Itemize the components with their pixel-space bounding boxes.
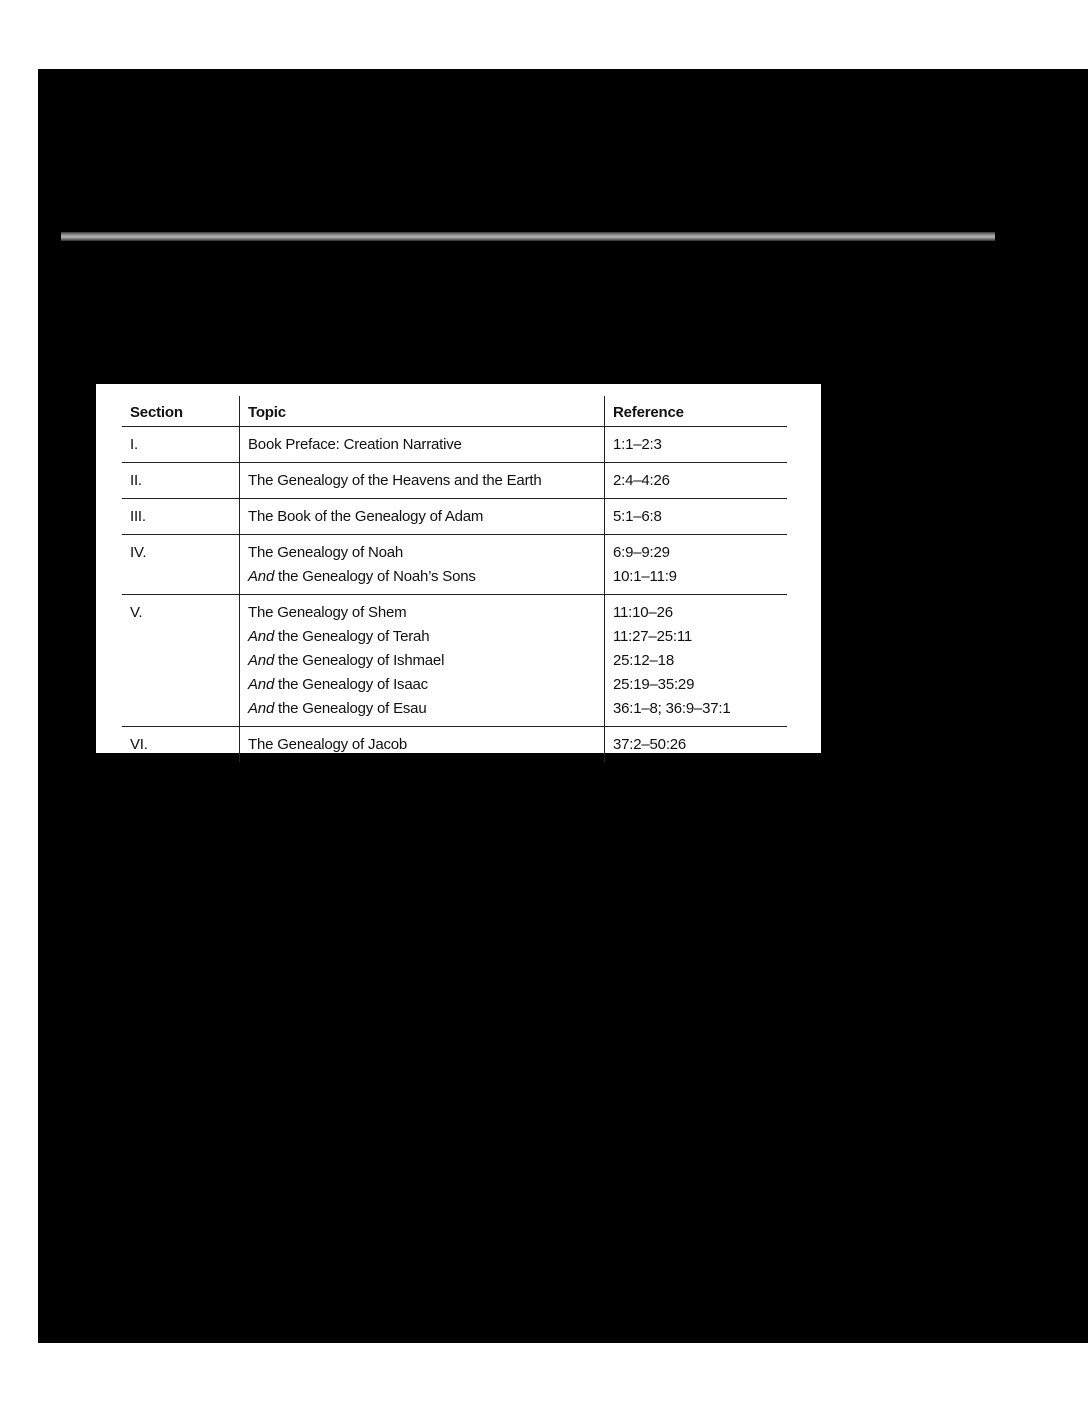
topic-prefix: And: [248, 700, 275, 717]
topic-line: [248, 697, 596, 721]
topic-line: [248, 733, 596, 757]
topic-text: the Genealogy of Noah’s Sons: [274, 568, 476, 585]
section-cell: V.: [122, 595, 240, 727]
topic-line: [248, 625, 596, 649]
header-reference: Reference: [605, 396, 788, 427]
topic-line: [248, 433, 596, 457]
table-row: [122, 727, 787, 763]
topic-text: The Genealogy of Jacob: [248, 736, 408, 753]
table-row: [122, 595, 787, 727]
topic-line: [248, 541, 596, 565]
section-cell: IV.: [122, 535, 240, 595]
horizontal-divider: [61, 232, 995, 241]
reference-text: 11:27–25:11: [613, 628, 692, 645]
table-row: [122, 463, 787, 499]
topic-cell: [240, 463, 605, 499]
reference-cell: [605, 535, 788, 595]
topic-cell: [240, 727, 605, 763]
topic-line: [248, 601, 596, 625]
topic-prefix: And: [248, 568, 275, 585]
topic-cell: [240, 499, 605, 535]
reference-cell: [605, 595, 788, 727]
header-section: Section: [122, 396, 240, 427]
table-header-row: [122, 396, 787, 427]
topic-text: the Genealogy of Ishmael: [274, 652, 445, 669]
reference-text: 1:1–2:3: [613, 436, 662, 453]
section-cell: II.: [122, 463, 240, 499]
topic-line: [248, 649, 596, 673]
topic-line: [248, 469, 596, 493]
reference-text: 25:19–35:29: [613, 676, 695, 693]
reference-text: 25:12–18: [613, 652, 674, 669]
reference-cell: [605, 427, 788, 463]
section-cell: III.: [122, 499, 240, 535]
topic-text: the Genealogy of Isaac: [274, 676, 428, 693]
section-cell: I.: [122, 427, 240, 463]
topic-cell: [240, 535, 605, 595]
topic-text: Book Preface: Creation Narrative: [248, 436, 462, 453]
topic-text: The Genealogy of Noah: [248, 544, 404, 561]
reference-text: 5:1–6:8: [613, 508, 662, 525]
reference-text: 6:9–9:29: [613, 544, 670, 561]
header-topic: Topic: [240, 396, 605, 427]
topic-text: The Genealogy of the Heavens and the Earth: [248, 472, 542, 489]
genealogy-table-card: [96, 384, 821, 753]
reference-text: 2:4–4:26: [613, 472, 670, 489]
topic-text: the Genealogy of Terah: [274, 628, 430, 645]
reference-cell: [605, 727, 788, 763]
reference-text: 37:2–50:26: [613, 736, 687, 753]
topic-line: [248, 673, 596, 697]
reference-cell: [605, 463, 788, 499]
topic-prefix: And: [248, 652, 275, 669]
table-row: [122, 535, 787, 595]
topic-text: The Genealogy of Shem: [248, 604, 407, 621]
topic-cell: [240, 427, 605, 463]
topic-line: [248, 505, 596, 529]
topic-cell: [240, 595, 605, 727]
reference-text: 10:1–11:9: [613, 568, 677, 585]
page-background: [38, 69, 1088, 1343]
topic-prefix: And: [248, 628, 275, 645]
genealogy-table: [122, 396, 787, 762]
topic-line: [248, 565, 596, 589]
table-row: [122, 427, 787, 463]
reference-text: 36:1–8; 36:9–37:1: [613, 700, 731, 717]
reference-cell: [605, 499, 788, 535]
topic-text: The Book of the Genealogy of Adam: [248, 508, 484, 525]
reference-text: 11:10–26: [613, 604, 673, 621]
topic-prefix: And: [248, 676, 275, 693]
table-row: [122, 499, 787, 535]
section-cell: VI.: [130, 736, 148, 753]
topic-text: the Genealogy of Esau: [274, 700, 427, 717]
